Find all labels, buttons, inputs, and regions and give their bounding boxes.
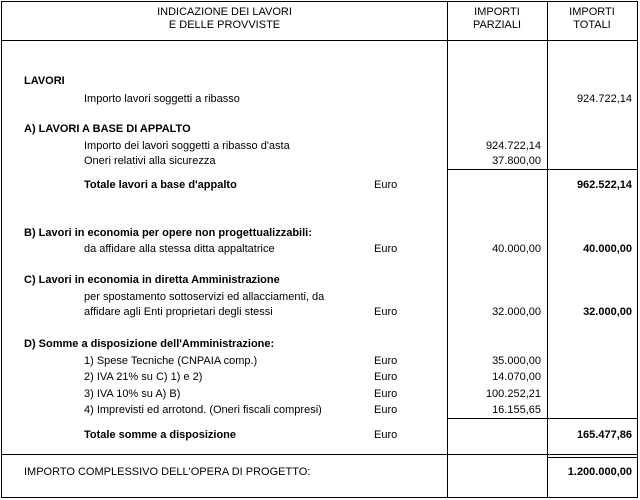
section-d-title: D) Somme a disposizione dell'Amministrazione: [24, 338, 275, 350]
section-b-currency: Euro [374, 243, 398, 255]
section-d-row-4-currency: Euro [374, 404, 398, 416]
section-c-currency: Euro [374, 306, 398, 318]
section-c-partial: 32.000,00 [492, 306, 541, 318]
header-description-line2: E DELLE PROVVISTE [168, 19, 281, 31]
section-c-total: 32.000,00 [583, 306, 632, 318]
header-partial-line2: PARZIALI [472, 19, 522, 31]
section-d-row-1-partial: 35.000,00 [492, 355, 541, 367]
column-divider-total [547, 2, 548, 497]
section-a-row-1-label: Importo dei lavori soggetti a ribasso d'asta [84, 140, 290, 152]
section-a-sum-line [447, 169, 637, 170]
header-total-line2: TOTALI [573, 19, 611, 31]
header-separator [2, 40, 637, 41]
grand-total-double-line [547, 457, 637, 458]
section-a-title: A) LAVORI A BASE DI APPALTO [24, 123, 191, 135]
section-b-row-label: da affidare alla stessa ditta appaltatrice [84, 243, 275, 255]
section-d-row-2-label: 2) IVA 21% su C) 1) e 2) [84, 371, 203, 383]
header-total [547, 6, 637, 32]
section-d-row-4-label: 4) Imprevisti ed arrotond. (Oneri fiscali compresi) [84, 404, 322, 416]
column-divider-partial [447, 2, 448, 497]
lavori-title: LAVORI [24, 75, 65, 87]
section-d-row-3-partial: 100.252,21 [485, 388, 541, 400]
section-b-partial: 40.000,00 [492, 243, 541, 255]
section-a-total-currency: Euro [374, 179, 398, 191]
grand-total-value: 1.200.000,00 [567, 466, 632, 478]
section-d-total-currency: Euro [374, 429, 398, 441]
section-d-row-2-currency: Euro [374, 371, 398, 383]
section-d-row-3-label: 3) IVA 10% su A) B) [84, 388, 181, 400]
section-d-row-3-currency: Euro [374, 388, 398, 400]
header-partial [447, 6, 547, 32]
section-d-row-2-partial: 14.070,00 [492, 371, 541, 383]
grand-total-label: IMPORTO COMPLESSIVO DELL'OPERA DI PROGETTO: [24, 466, 311, 478]
header-partial-line1: IMPORTI [474, 6, 520, 18]
section-c-row-line2: affidare agli Enti proprietari degli stessi [84, 306, 273, 318]
lavori-row-label: Importo lavori soggetti a ribasso [84, 93, 240, 105]
header-description-line1: INDICAZIONE DEI LAVORI [157, 6, 292, 18]
section-b-title: B) Lavori in economia per opere non progettualizzabili: [24, 227, 312, 239]
header-total-line1: IMPORTI [569, 6, 615, 18]
section-c-title: C) Lavori in economia in diretta Amministrazione [24, 274, 280, 286]
section-c-row-line1: per spostamento sottoservizi ed allacciamenti, da [84, 291, 325, 303]
section-d-row-1-label: 1) Spese Tecniche (CNPAIA comp.) [84, 355, 258, 367]
cost-summary-table [1, 1, 638, 498]
section-d-row-1-currency: Euro [374, 355, 398, 367]
section-a-row-1-partial: 924.722,14 [485, 140, 541, 152]
section-a-row-2-label: Oneri relativi alla sicurezza [84, 155, 216, 167]
grand-total-separator [2, 454, 637, 455]
section-d-row-4-partial: 16.155,65 [492, 404, 541, 416]
section-d-sum-line [447, 418, 637, 419]
lavori-row-total: 924.722,14 [576, 93, 632, 105]
header-description [2, 6, 447, 32]
section-b-total: 40.000,00 [583, 243, 632, 255]
section-d-total-label: Totale somme a disposizione [84, 429, 236, 441]
section-a-total-value: 962.522,14 [576, 179, 632, 191]
section-d-total-value: 165.477,86 [576, 429, 632, 441]
section-a-row-2-partial: 37.800,00 [492, 155, 541, 167]
section-a-total-label: Totale lavori a base d'appalto [84, 179, 237, 191]
